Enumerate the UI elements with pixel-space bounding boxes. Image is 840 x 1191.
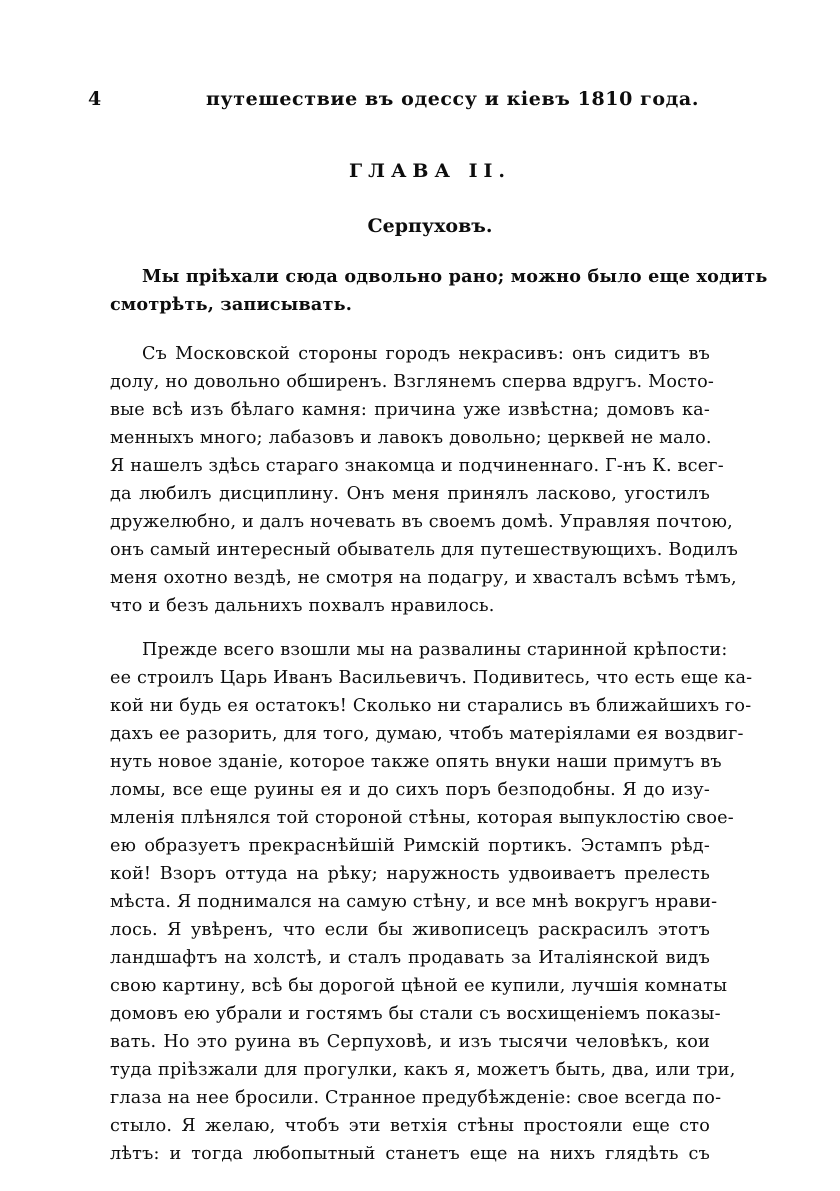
paragraph-line: ее строилъ Царь Иванъ Васильевичъ. Подивитесь, что есть еще ка- <box>110 668 753 688</box>
paragraph-line: смотрѣть, записывать. <box>110 294 353 315</box>
paragraph-line: Я нашелъ здѣсь стараго знакомца и подчиненнаго. Г-нъ К. всег- <box>110 456 724 476</box>
paragraph-line: кой ни будь ея остатокъ! Сколько ни старались въ ближайшихъ го- <box>110 696 752 716</box>
paragraph-line: да любилъ дисциплину. Онъ меня принялъ ласково, угостилъ <box>110 484 710 504</box>
paragraph-line: ломы, все еще руины ея и до сихъ поръ безподобны. Я до изу- <box>110 780 710 800</box>
paragraph-line: ею образуетъ прекраснѣйшій Римскій портикъ. Эстампъ рѣд- <box>110 836 710 856</box>
paragraph-line: ландшафтъ на холстѣ, и сталъ продавать за Италіянской видъ <box>110 948 710 968</box>
paragraph-line: свою картину, всѣ бы дорогой цѣной ее купили, лучшія комнаты <box>110 976 728 996</box>
paragraph-line: меня охотно вездѣ, не смотря на подагру, и хвасталъ всѣмъ тѣмъ, <box>110 568 737 588</box>
paragraph-line: онъ самый интересный обыватель для путешествующихъ. Водилъ <box>110 540 738 560</box>
paragraph-line: долу, но довольно обширенъ. Взглянемъ сперва вдругъ. Мосто- <box>110 372 715 392</box>
running-head-title: путешествие въ одессу и кіевъ 1810 года. <box>206 88 700 110</box>
paragraph-line: кой! Взоръ оттуда на рѣку; наружность удвоиваетъ прелесть <box>110 864 710 884</box>
paragraph-line: менныхъ много; лабазовъ и лавокъ довольно; церквей не мало. <box>110 428 712 448</box>
chapter-heading: ГЛАВА II. <box>349 160 511 182</box>
paragraph-line: вать. Но это руина въ Серпуховѣ, и изъ тысячи человѣкъ, кои <box>110 1032 710 1052</box>
paragraph-line: мѣста. Я поднимался на самую стѣну, и все мнѣ вокругъ нрави- <box>110 892 718 912</box>
paragraph-line: глаза на нее бросили. Странное предубѣжденіе: свое всегда по- <box>110 1088 722 1108</box>
paragraph-line: Мы пріѣхали сюда одвольно рано; можно было еще ходить <box>142 266 768 287</box>
paragraph-line: лось. Я увѣренъ, что если бы живописецъ раскрасилъ этотъ <box>110 920 710 940</box>
running-head <box>88 88 728 112</box>
paragraph-line: вые всѣ изъ бѣлаго камня: причина уже извѣстна; домовъ ка- <box>110 400 710 420</box>
paragraph-line: дахъ ее разорить, для того, думаю, чтобъ матеріялами ея воздвиг- <box>110 724 744 744</box>
paragraph-line: мленія плѣнялся той стороной стѣны, которая выпуклостію свое- <box>110 808 734 828</box>
paragraph-line: нуть новое зданіе, которое также опять внуки наши примутъ въ <box>110 752 722 772</box>
paragraph-line: Прежде всего взошли мы на развалины старинной крѣпости: <box>142 640 728 660</box>
paragraph-line: стыло. Я желаю, чтобъ эти ветхія стѣны простояли еще сто <box>110 1116 710 1136</box>
paragraph-line: лѣтъ: и тогда любопытный станетъ еще на нихъ глядѣть съ <box>110 1144 710 1164</box>
paragraph-line: Съ Московской стороны городъ некрасивъ: онъ сидитъ въ <box>142 344 710 364</box>
paragraph-line: туда пріѣзжали для прогулки, какъ я, можетъ быть, два, или три, <box>110 1060 736 1080</box>
paragraph-line: домовъ ею убрали и гостямъ бы стали съ восхищеніемъ показы- <box>110 1004 721 1024</box>
paragraph-line: дружелюбно, и далъ ночевать въ своемъ домѣ. Управляя почтою, <box>110 512 733 532</box>
page-number: 4 <box>88 88 102 110</box>
chapter-subtitle: Серпуховъ. <box>367 215 493 237</box>
paragraph-line: что и безъ дальнихъ похвалъ нравилось. <box>110 596 495 616</box>
